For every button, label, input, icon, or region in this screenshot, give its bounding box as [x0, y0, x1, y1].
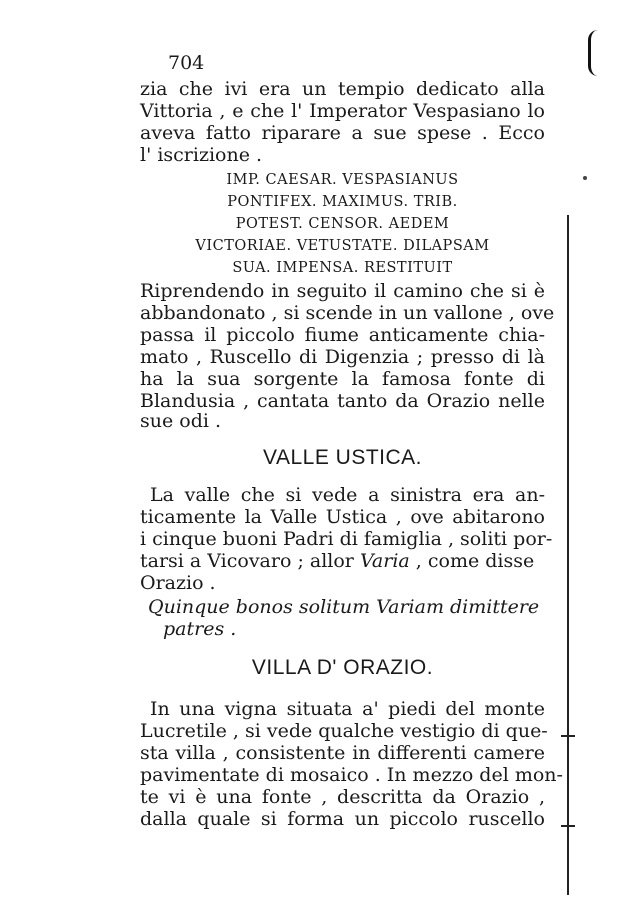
inscription-line: SUA. IMPENSA. RESTITUIT [232, 260, 453, 276]
spine-dot [583, 176, 587, 180]
text-line: La valle che si vede a sinistra era an- [150, 484, 545, 506]
text-line: zia che ivi era un tempio dedicato alla [140, 78, 545, 100]
inscription-line: IMP. CAESAR. VESPASIANUS [226, 172, 459, 188]
text-line: passa il piccolo fiume anticamente chia- [140, 324, 545, 346]
text-line: dalla quale si forma un piccolo ruscello [140, 808, 545, 830]
text-line: Blandusia , cantata tanto da Orazio nelle [140, 390, 545, 412]
inscription-line: VICTORIAE. VETUSTATE. DILAPSAM [195, 238, 490, 254]
text-span: , come disse [415, 550, 535, 572]
inscription-line: POTEST. CENSOR. AEDEM [235, 216, 450, 232]
text-line: ticamente la Valle Ustica , ove abitarono [140, 506, 545, 528]
text-line: Lucretile , si vede qualche vestigio di que- [140, 720, 548, 742]
page-edge-mark [588, 30, 605, 76]
section-heading: VILLA D' ORAZIO. [251, 656, 434, 679]
text-line: mato , Ruscello di Digenzia ; presso di là [140, 346, 545, 368]
spine-tick [561, 735, 575, 737]
latin-quote-line: Quinque bonos solitum Variam dimittere [148, 596, 540, 618]
section-heading: VALLE USTICA. [263, 446, 422, 469]
text-line: i cinque buoni Padri di famiglia , soliti por- [140, 528, 553, 550]
page-number: 704 [168, 52, 205, 74]
text-line: Vittoria , e che l' Imperator Vespasiano lo [140, 100, 545, 122]
text-line: In una vigna situata a' piedi del monte [150, 698, 545, 720]
emphasis-word: Varia [359, 550, 410, 572]
text-line: ha la sua sorgente la famosa fonte di [140, 368, 545, 390]
inscription-line: PONTIFEX. MAXIMUS. TRIB. [227, 194, 458, 210]
text-line: l' iscrizione . [140, 144, 263, 166]
text-line: sue odi . [140, 410, 222, 432]
latin-quote-line: patres . [163, 618, 237, 640]
text-line: te vi è una fonte , descritta da Orazio , [140, 786, 545, 808]
text-line: sta villa , consistente in differenti camere [140, 742, 545, 764]
text-line-with-emphasis [140, 550, 545, 572]
binding-spine [567, 215, 569, 895]
text-line: abbandonato , si scende in un vallone , ove [140, 302, 555, 324]
text-line: Riprendendo in seguito il camino che si è [140, 280, 545, 302]
text-line: pavimentate di mosaico . In mezzo del mon- [140, 764, 563, 786]
text-line: aveva fatto riparare a sue spese . Ecco [140, 122, 545, 144]
text-line: Orazio . [140, 572, 216, 594]
spine-tick [561, 825, 575, 827]
text-span: tarsi a Vicovaro ; allor [140, 550, 354, 572]
